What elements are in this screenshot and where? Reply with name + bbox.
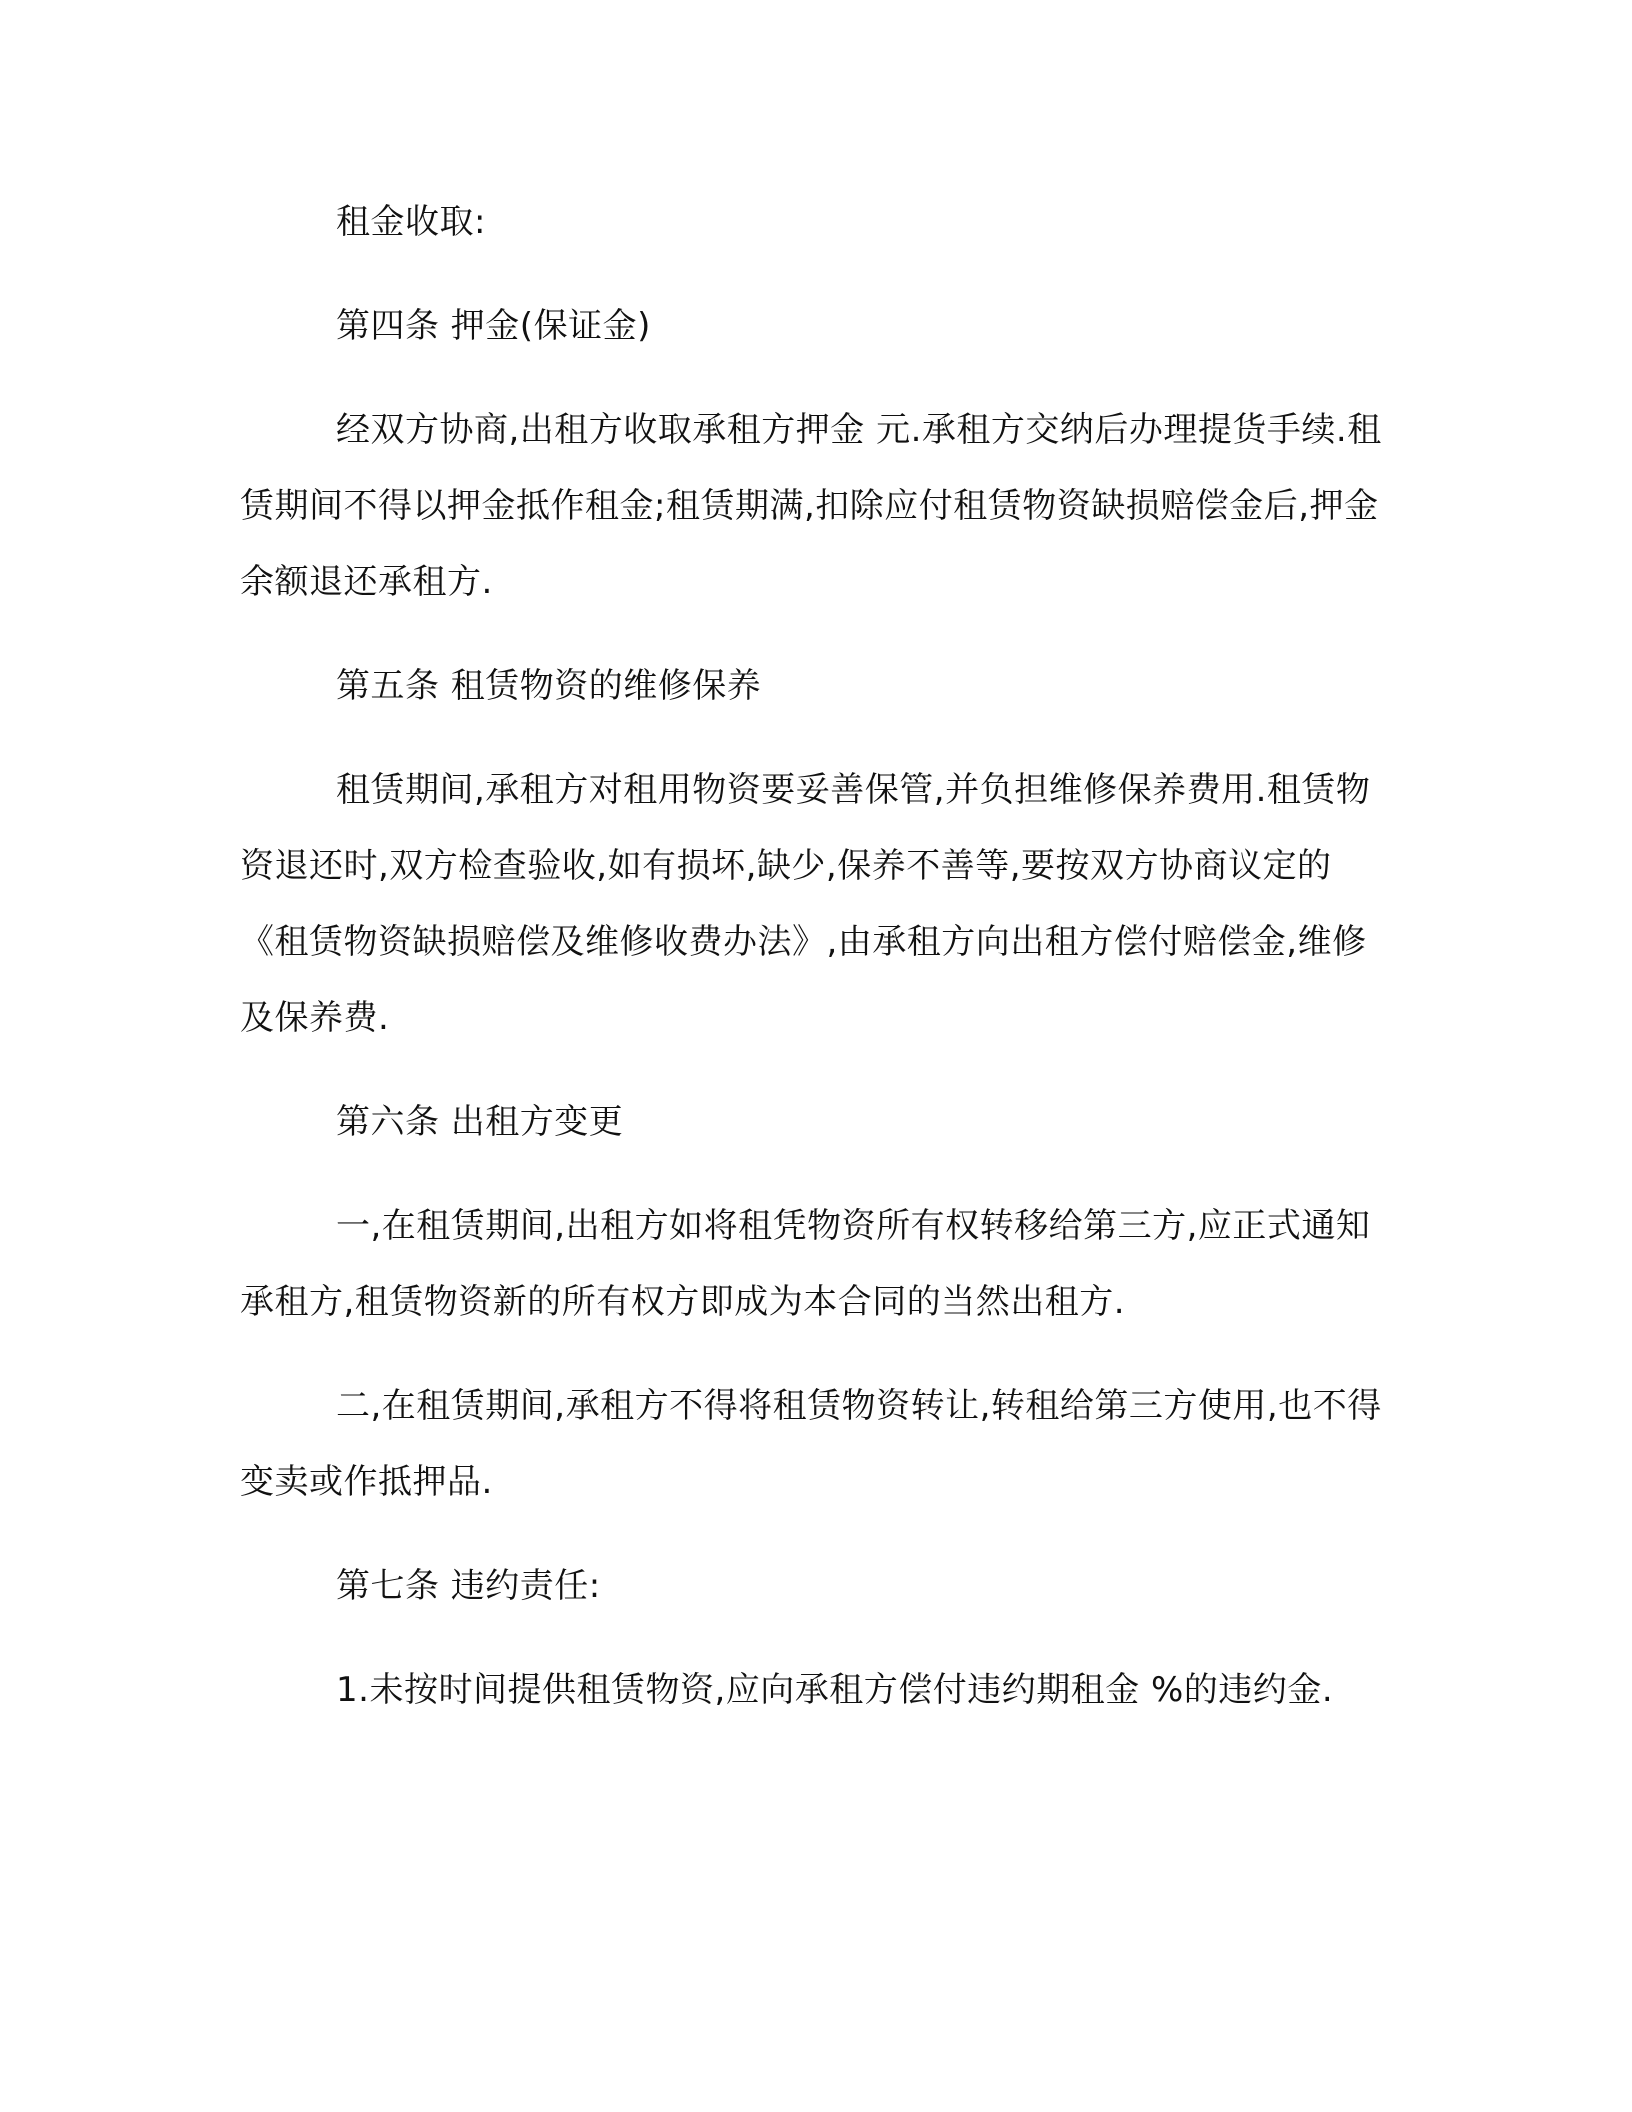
article-7-heading: 第七条 违约责任:: [336, 1566, 601, 1606]
article-6-heading: 第六条 出租方变更: [336, 1102, 624, 1142]
article-6-clause-2: 二,在租赁期间,承租方不得将租赁物资转让,转租给第三方使用,也不得变卖或作抵押品.: [240, 1386, 1382, 1502]
document-body: [240, 184, 1395, 1756]
article-6-clause-1: 一,在租赁期间,出租方如将租凭物资所有权转移给第三方,应正式通知承租方,租赁物资新的所有权方即成为本合同的当然出租方.: [240, 1206, 1371, 1322]
article-4-heading: 第四条 押金(保证金): [336, 306, 651, 346]
article-5-heading: 第五条 租赁物资的维修保养: [336, 666, 762, 706]
article-7-clause-1: 1.未按时间提供租赁物资,应向承租方偿付违约期租金 %的违约金.: [336, 1670, 1334, 1710]
article-4-body: 经双方协商,出租方收取承租方押金 元.承租方交纳后办理提货手续.租赁期间不得以押金抵作租金;租赁期满,扣除应付租赁物资缺损赔偿金后,押金余额退还承租方.: [240, 410, 1382, 602]
paragraph-rent-collection: 租金收取:: [336, 202, 486, 242]
article-5-body: 租赁期间,承租方对租用物资要妥善保管,并负担维修保养费用.租赁物资退还时,双方检查验收,如有损坏,缺少,保养不善等,要按双方协商议定的《租赁物资缺损赔偿及维修收费办法》,由承租方向出租方偿付赔偿金,维修及保养费.: [240, 770, 1371, 1038]
